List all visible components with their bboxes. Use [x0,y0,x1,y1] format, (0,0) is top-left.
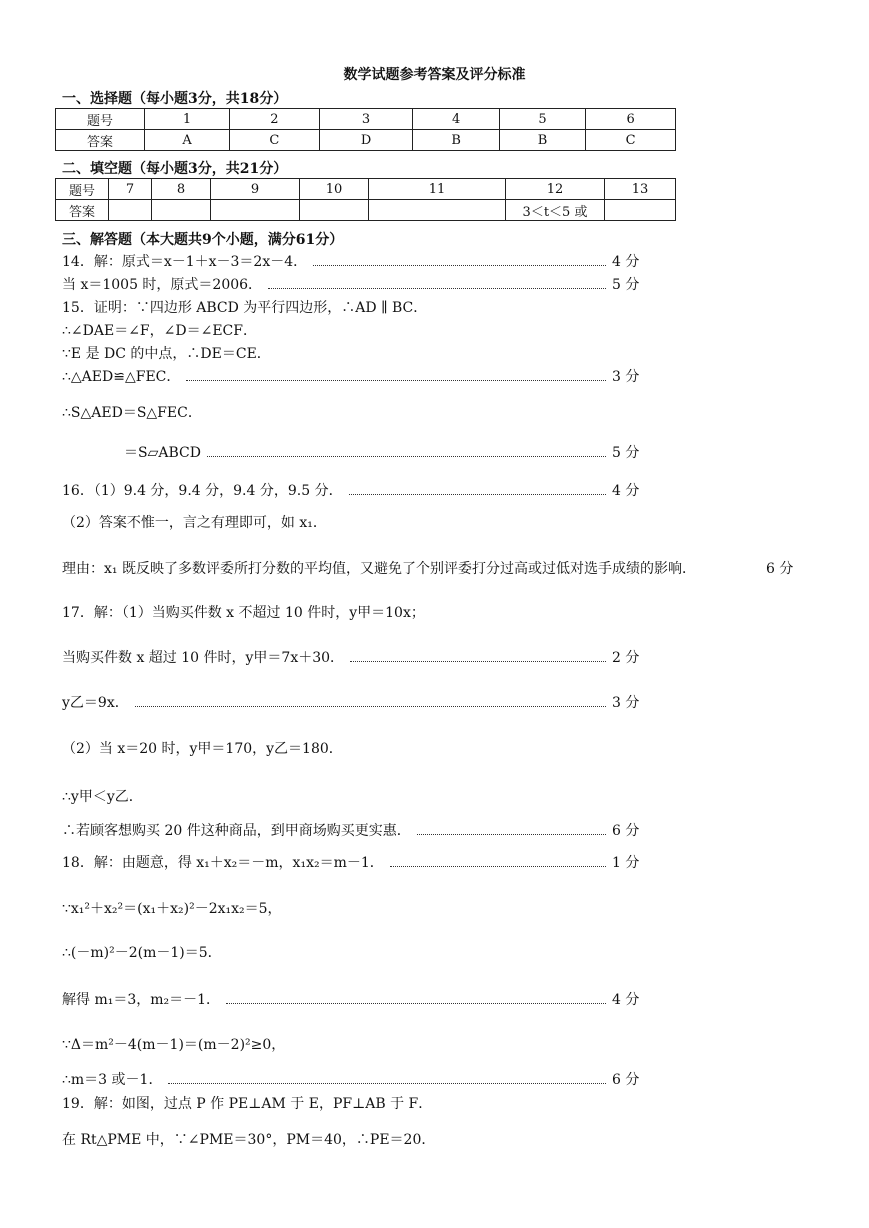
table-row [56,130,676,151]
score-label: 3 分 [612,369,640,385]
score-label: 4 分 [612,483,640,499]
solution-line: ∴若顾客想购买 20 件这种商品，到甲商场购买更实惠． [62,823,411,839]
table-cell: B [413,130,499,151]
dotted-leader [417,834,606,835]
table-cell: 9 [211,179,300,200]
table-cell: 1 [145,109,230,130]
solution-line: ∵x₁²＋x₂²＝(x₁＋x₂)²－2x₁x₂＝5， [62,901,282,917]
table-cell [152,200,211,221]
table-cell: 3 [319,109,413,130]
solution-line: ＝S▱ABCD [124,445,201,461]
dotted-leader [268,288,606,289]
table-cell: 4 [413,109,499,130]
solution-line: （2）答案不惟一，言之有理即可，如 x₁． [62,515,327,531]
score-label: 5 分 [612,445,640,461]
table-row [56,179,676,200]
dotted-leader [135,706,606,707]
table-cell: 8 [152,179,211,200]
section3-heading: 三、解答题（本大题共9个小题，满分61分） [62,232,344,248]
table-cell: 5 [499,109,585,130]
solution-line: ∴∠DAE＝∠F，∠D＝∠ECF． [62,323,257,339]
solution-line: ∵Δ＝m²－4(m－1)＝(m－2)²≥0， [62,1037,286,1053]
solution-line: 在 Rt△PME 中，∵∠PME＝30°，PM＝40，∴PE＝20． [62,1132,436,1148]
solution-line: 19．解：如图，过点 P 作 PE⊥AM 于 E，PF⊥AB 于 F． [62,1096,433,1112]
table-cell: 答案 [56,200,109,221]
solution-line: 16．（1）9.4 分，9.4 分，9.4 分，9.5 分． [62,483,343,499]
table-cell [605,200,676,221]
table-cell: B [499,130,585,151]
solution-line: 18．解：由题意，得 x₁＋x₂＝－m，x₁x₂＝m－1． [62,855,384,871]
score-label: 4 分 [612,254,640,270]
table-row [56,109,676,130]
table-cell: C [586,130,676,151]
table-cell [300,200,369,221]
dotted-leader [207,456,606,457]
dotted-leader [186,380,606,381]
solution-line: 理由：x₁ 既反映了多数评委所打分数的平均值，又避免了个别评委打分过高或过低对选手成绩的影响． [62,561,696,577]
section1-heading: 一、选择题（每小题3分，共18分） [62,91,288,107]
solution-line: ∴S△AED＝S△FEC． [62,405,202,421]
solution-line: ∴y甲＜y乙． [62,789,143,805]
table-cell: D [319,130,413,151]
table-cell: 2 [230,109,320,130]
solution-line: 当购买件数 x 超过 10 件时，y甲＝7x＋30． [62,650,345,666]
table-cell: 答案 [56,130,145,151]
table-cell: 10 [300,179,369,200]
score-label: 6 分 [612,1072,640,1088]
solution-line: y乙＝9x． [62,695,129,711]
solution-line: 解得 m₁＝3，m₂＝－1． [62,992,221,1008]
score-label: 6 分 [766,561,794,577]
dotted-leader [226,1003,606,1004]
table-cell: 7 [109,179,152,200]
dotted-leader [168,1083,606,1084]
table-cell: 题号 [56,179,109,200]
table-cell [369,200,506,221]
table-cell: 6 [586,109,676,130]
table-cell [211,200,300,221]
score-label: 6 分 [612,823,640,839]
table-row [56,200,676,221]
table-cell: 13 [605,179,676,200]
dotted-leader [350,661,606,662]
table-cell: C [230,130,320,151]
table-cell: 题号 [56,109,145,130]
solution-line: ∴(－m)²－2(m－1)＝5． [62,945,222,961]
score-label: 1 分 [612,855,640,871]
table-cell: 3＜t＜5 或 [506,200,605,221]
table-cell: 12 [506,179,605,200]
table-cell [109,200,152,221]
solution-line: 15．证明：∵四边形 ABCD 为平行四边形，∴AD ∥ BC． [62,300,428,316]
choice-answer-table [55,108,676,151]
section2-heading: 二、填空题（每小题3分，共21分） [62,161,288,177]
table-cell: 11 [369,179,506,200]
score-label: 3 分 [612,695,640,711]
dotted-leader [390,866,606,867]
solution-line: ∴m＝3 或－1． [62,1072,163,1088]
dotted-leader [349,494,606,495]
solution-line: ∵E 是 DC 的中点，∴DE＝CE． [62,346,271,362]
solution-line: 14．解：原式＝x－1＋x－3＝2x－4． [62,254,308,270]
score-label: 2 分 [612,650,640,666]
solution-line: （2）当 x＝20 时，y甲＝170，y乙＝180． [62,741,343,757]
fill-answer-table [55,178,676,221]
table-cell: A [145,130,230,151]
solution-line: 17．解：（1）当购买件数 x 不超过 10 件时，y甲＝10x； [62,605,425,621]
solution-line: ∴△AED≌△FEC． [62,369,181,385]
solution-line: 当 x＝1005 时，原式＝2006． [62,277,263,293]
page-title: 数学试题参考答案及评分标准 [343,67,526,83]
score-label: 4 分 [612,992,640,1008]
score-label: 5 分 [612,277,640,293]
dotted-leader [313,265,606,266]
